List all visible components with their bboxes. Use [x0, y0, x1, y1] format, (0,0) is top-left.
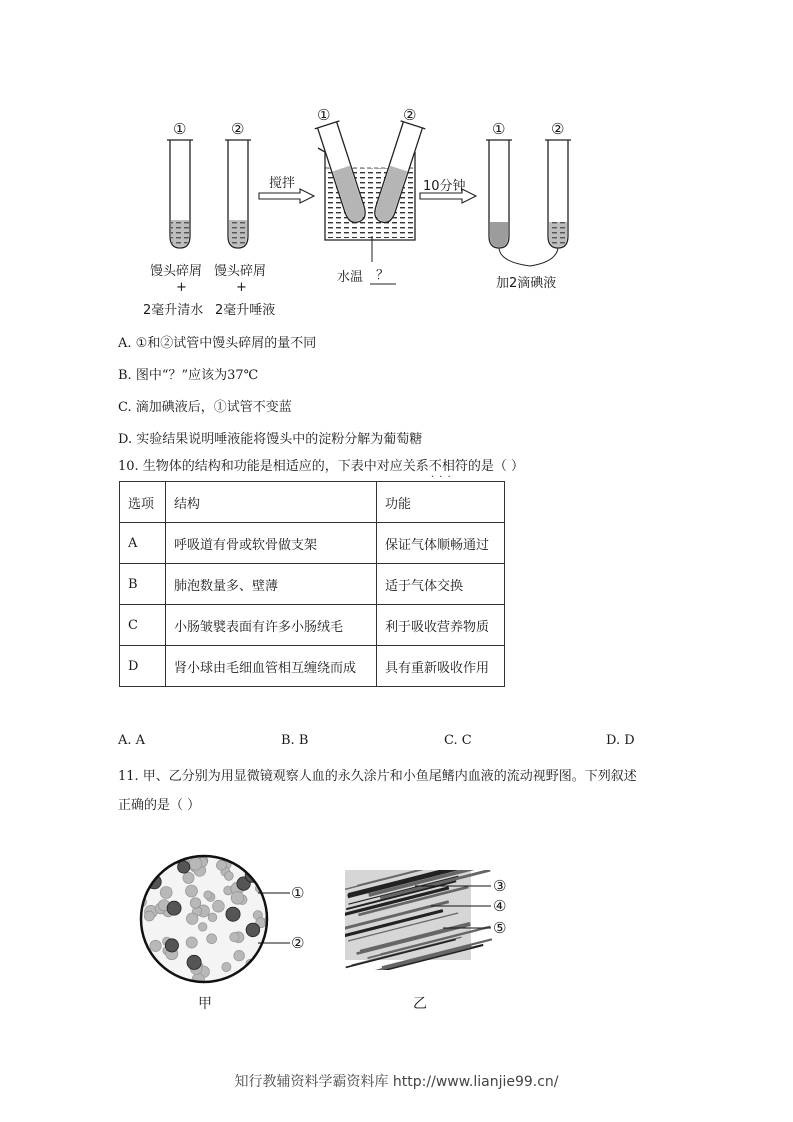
tube-2-content-line1: 馒头碎屑 — [214, 264, 267, 279]
red-blood-cell — [144, 911, 154, 921]
red-blood-cell — [230, 932, 239, 941]
table-cell: 肾小球由毛细血管相互缠绕而成 — [166, 646, 377, 687]
red-blood-cell — [145, 965, 156, 976]
red-blood-cell — [190, 898, 201, 909]
red-blood-cell — [189, 857, 202, 870]
test-tube-1 — [167, 140, 193, 248]
red-blood-cell — [208, 913, 217, 922]
red-blood-cell — [264, 917, 272, 925]
red-blood-cell — [133, 891, 143, 901]
red-blood-cell — [263, 968, 275, 980]
red-blood-cell — [204, 891, 212, 899]
red-blood-cell — [135, 970, 148, 983]
fish-tail-figure — [345, 870, 545, 970]
time-label: 10分钟 — [423, 179, 466, 194]
red-blood-cell — [222, 962, 231, 971]
q9-option-d: D. 实验结果说明唾液能将馒头中的淀粉分解为葡萄糖 — [118, 432, 423, 447]
red-blood-cell — [141, 970, 150, 979]
result-tube-1-number: ① — [492, 120, 506, 138]
table-row — [120, 564, 505, 605]
red-blood-cell — [267, 907, 276, 916]
red-blood-cell — [231, 892, 244, 905]
white-blood-cell — [246, 923, 260, 937]
water-temp-value: ？ — [376, 268, 390, 283]
q9-option-b: B. 图中“？”应该为37℃ — [118, 368, 259, 383]
table-cell: D — [120, 646, 166, 687]
red-blood-cell — [198, 923, 207, 932]
beaker-tube-1-number: ① — [317, 106, 331, 124]
beaker-tube-2-number: ② — [403, 106, 417, 124]
iodine-label: 加2滴碘液 — [496, 276, 557, 291]
red-blood-cell — [141, 858, 150, 867]
table-cell: 利于吸收营养物质 — [377, 605, 505, 646]
table-cell: 保证气体顺畅通过 — [377, 523, 505, 564]
red-blood-cell — [186, 885, 198, 897]
white-blood-cell — [178, 861, 190, 873]
red-blood-cell — [216, 860, 226, 870]
red-blood-cell — [186, 913, 198, 925]
q10-answer-c: C. C — [444, 733, 472, 748]
table-cell: 适于气体交换 — [377, 564, 505, 605]
table-cell: 肺泡数量多、壁薄 — [166, 564, 377, 605]
red-blood-cell — [130, 947, 140, 957]
white-blood-cell — [167, 901, 181, 915]
tube-1-content-line2: 2毫升清水 — [143, 303, 204, 318]
red-blood-cell — [150, 940, 161, 951]
q10-table — [119, 481, 505, 687]
table-cell: C — [120, 605, 166, 646]
table-header-cell: 选项 — [120, 482, 166, 523]
experiment-figure — [0, 0, 793, 330]
red-blood-cell — [192, 974, 204, 986]
red-blood-cell — [224, 871, 233, 880]
white-blood-cell — [165, 939, 178, 952]
white-blood-cell — [245, 869, 259, 883]
q10-stem-before: 10. 生物体的结构和功能是相适应的，下表中对应关系 — [118, 459, 429, 474]
q10-answer-a: A. A — [118, 733, 146, 748]
result-tube-2-number: ② — [551, 120, 565, 138]
table-row — [120, 646, 505, 687]
table-row — [120, 523, 505, 564]
q10-answer-d: D. D — [606, 733, 635, 748]
experiment-diagram — [0, 0, 793, 330]
table-header-cell: 结构 — [166, 482, 377, 523]
q9-option-a: A. ①和②试管中馒头碎屑的量不同 — [118, 336, 317, 351]
caption-yi: 乙 — [413, 996, 427, 1012]
red-blood-cell — [234, 950, 245, 961]
tube-2-content-plus: + — [236, 280, 247, 295]
tube-1-content-line1: 馒头碎屑 — [150, 264, 203, 279]
red-blood-cell — [160, 887, 172, 899]
result-tube-2 — [545, 140, 571, 248]
table-header-row — [120, 482, 505, 523]
fish-tail-marker-5: ⑤ — [493, 919, 507, 937]
tube-2-number: ② — [231, 120, 245, 138]
red-blood-cell — [186, 937, 197, 948]
q10-stem-after: 的是（ ） — [467, 459, 524, 474]
red-blood-cell — [140, 852, 151, 862]
white-blood-cell — [226, 907, 240, 921]
tube-1-number: ① — [173, 120, 187, 138]
result-tube-1 — [486, 140, 512, 248]
test-tube-2 — [225, 140, 251, 248]
table-cell: 具有重新吸收作用 — [377, 646, 505, 687]
q9-option-c: C. 滴加碘液后，①试管不变蓝 — [118, 400, 292, 415]
table-header-cell: 功能 — [377, 482, 505, 523]
table-cell: 小肠皱襞表面有许多小肠绒毛 — [166, 605, 377, 646]
table-cell: B — [120, 564, 166, 605]
stir-arrow — [259, 189, 314, 203]
fish-tail-marker-4: ④ — [493, 897, 507, 915]
red-blood-cell — [207, 934, 217, 944]
q11-stem-line2: 正确的是（ ） — [118, 798, 201, 813]
red-blood-cell — [130, 895, 141, 906]
beaker — [315, 121, 426, 284]
table-cell: A — [120, 523, 166, 564]
tube-1-content-plus: + — [176, 280, 187, 295]
table-cell: 呼吸道有骨或软骨做支架 — [166, 523, 377, 564]
fish-tail-marker-3: ③ — [493, 877, 507, 895]
q10-stem-emphasis: 不相符 · · · — [429, 459, 468, 474]
footer-watermark: 知行教辅资料学霸资料库 http://www.lianjie99.cn/ — [234, 1074, 559, 1090]
tube-2-content-line2: 2毫升唾液 — [215, 303, 276, 318]
red-blood-cell — [183, 872, 194, 883]
water-temp-label: 水温 — [337, 270, 364, 285]
white-blood-cell — [187, 955, 201, 969]
table-row — [120, 605, 505, 646]
blood-smear-figure — [130, 852, 330, 1002]
red-blood-cell — [140, 963, 151, 974]
blood-smear-marker-2: ② — [291, 934, 305, 952]
caption-jia: 甲 — [198, 996, 212, 1012]
red-blood-cell — [267, 931, 279, 943]
q11-stem-line1: 11. 甲、乙分别为用显微镜观察人血的永久涂片和小鱼尾鳍内血液的流动视野图。下列叙述 — [118, 769, 637, 784]
q10-answer-b: B. B — [281, 733, 309, 748]
red-blood-cell — [213, 900, 225, 912]
stir-label: 搅拌 — [269, 176, 296, 191]
q10-stem — [118, 455, 524, 474]
blood-smear-marker-1: ① — [291, 884, 305, 902]
